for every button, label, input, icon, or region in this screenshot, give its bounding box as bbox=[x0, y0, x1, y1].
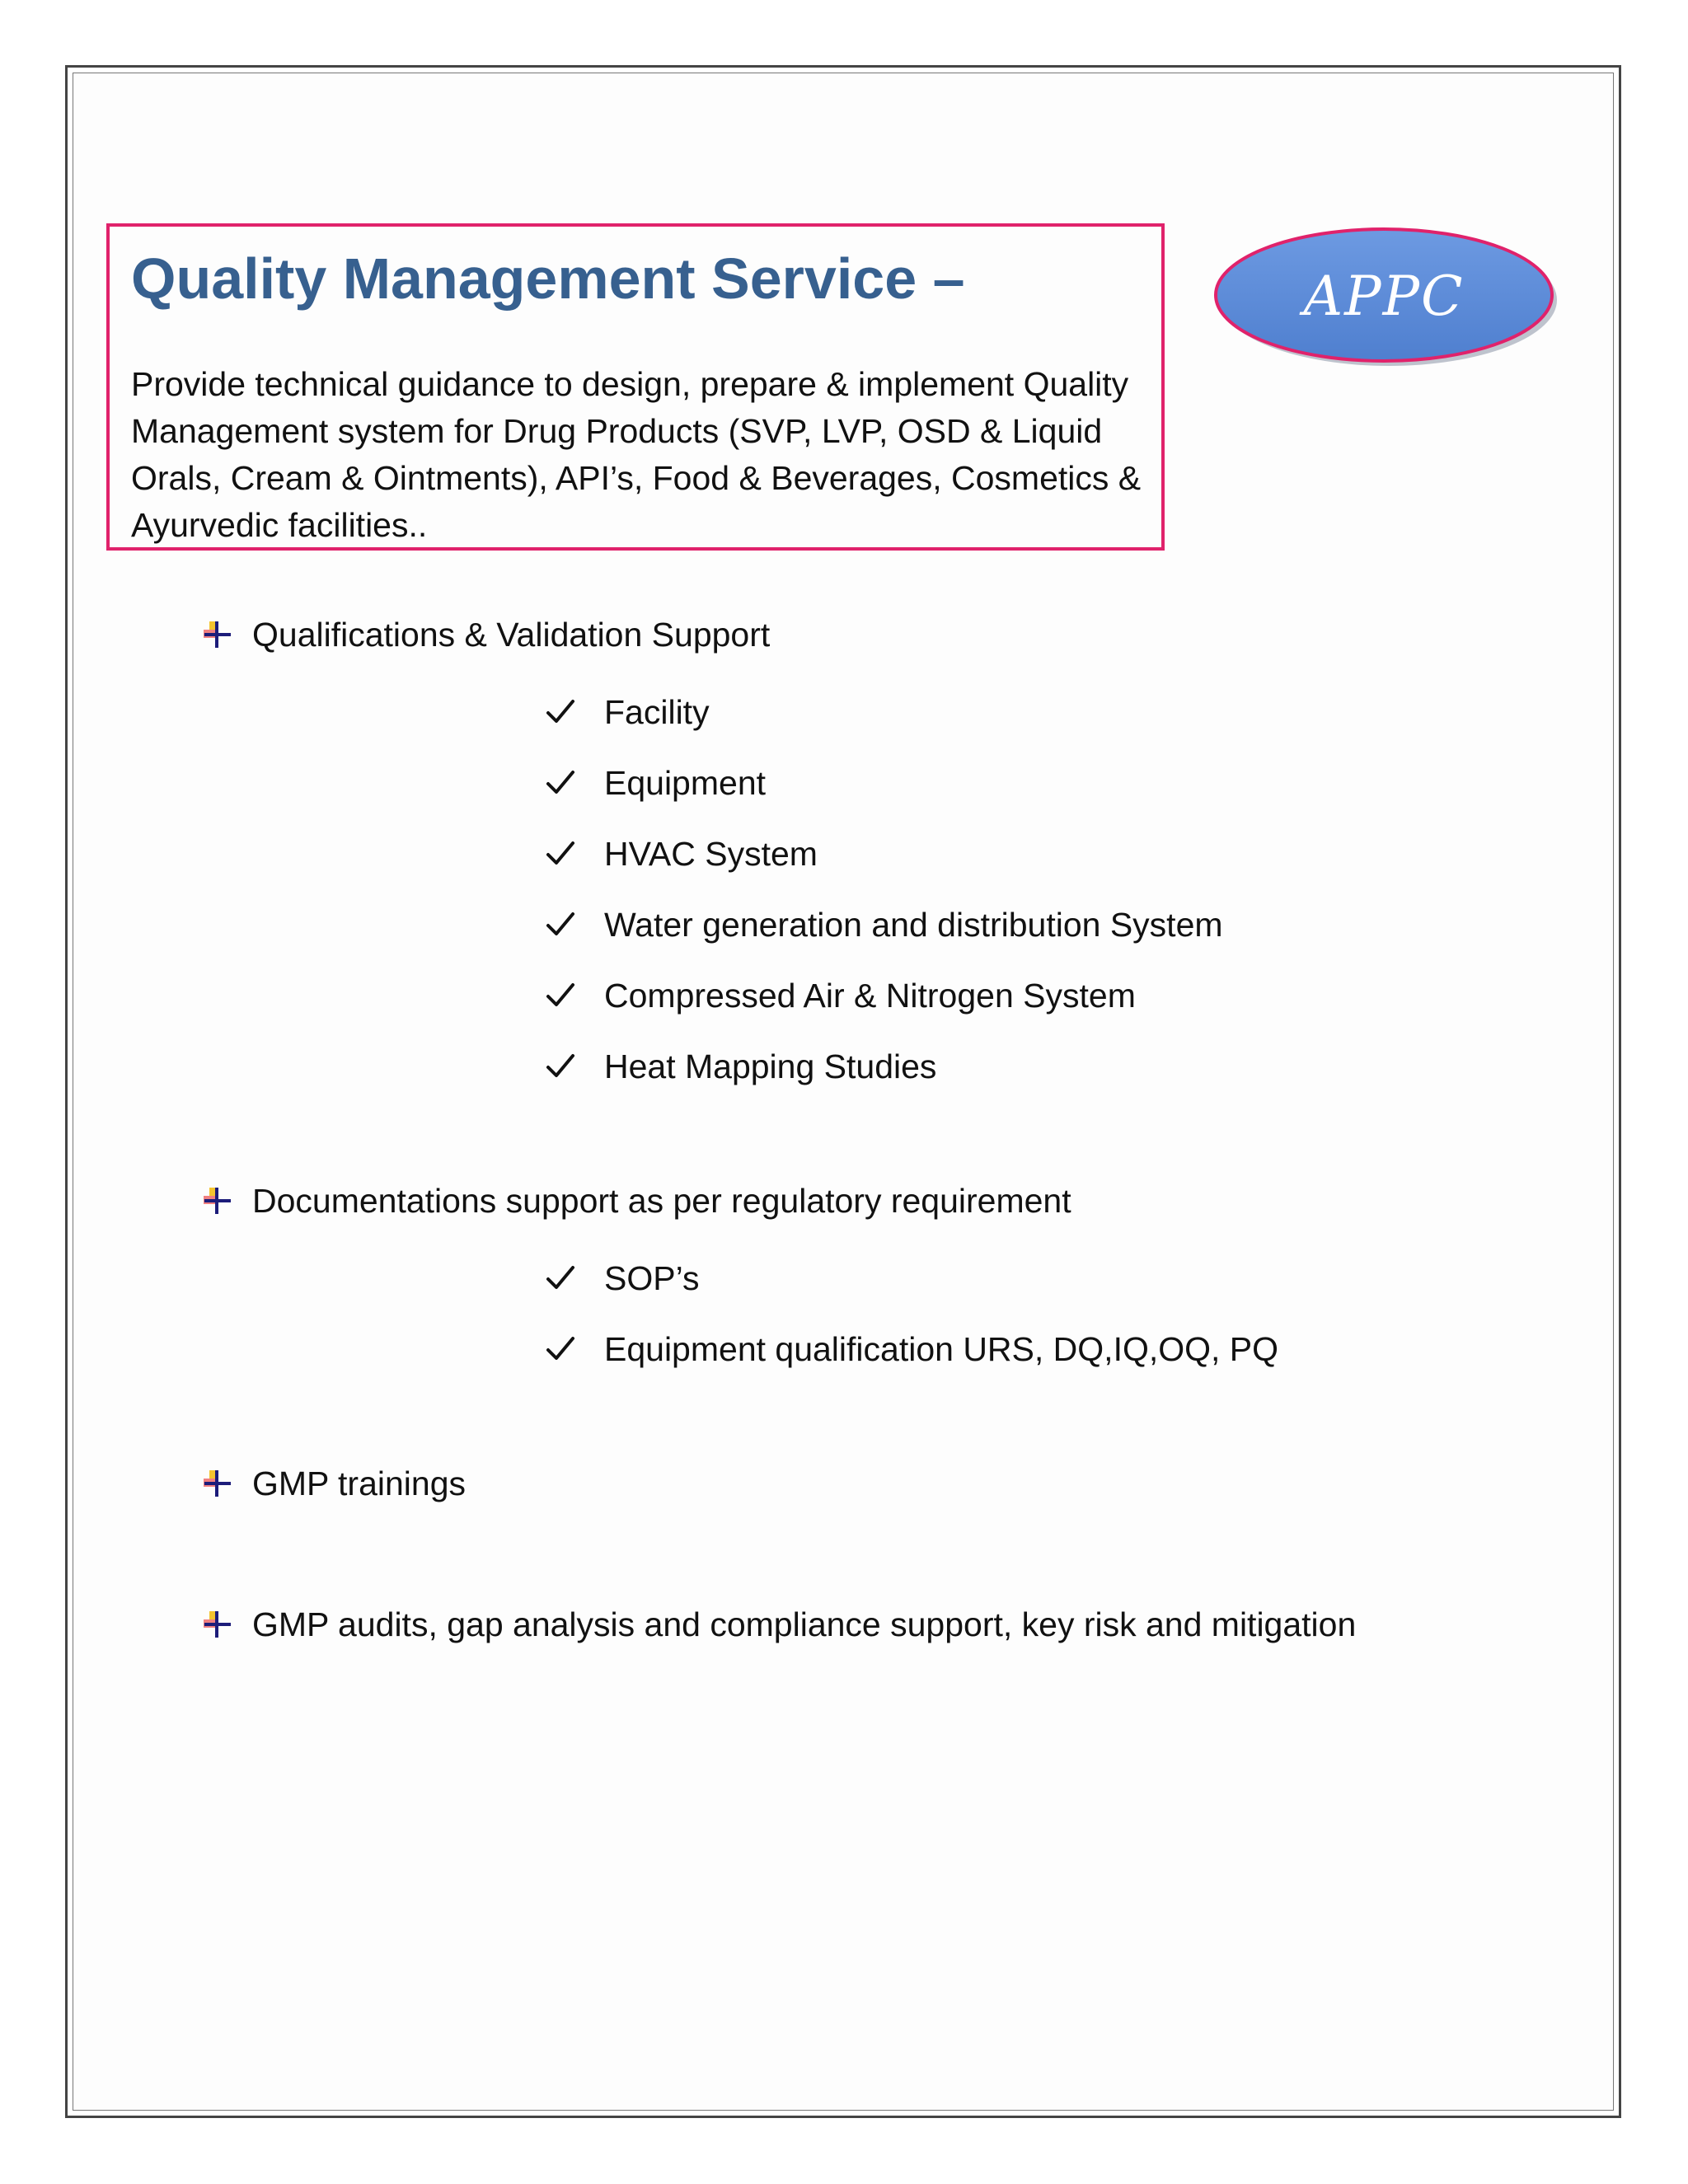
section-heading bbox=[201, 1600, 1356, 1649]
section-label: Documentations support as per regulatory requirement bbox=[252, 1182, 1071, 1220]
item-label: Heat Mapping Studies bbox=[604, 1047, 937, 1085]
plus-bullet-icon bbox=[201, 618, 234, 651]
section-gmp-audits bbox=[201, 1600, 1356, 1649]
section-label: GMP audits, gap analysis and compliance support, key risk and mitigation bbox=[252, 1605, 1357, 1643]
checkmark-icon bbox=[545, 696, 576, 728]
section-heading bbox=[201, 1459, 466, 1508]
list-item bbox=[545, 1314, 1278, 1385]
section-label: Qualifications & Validation Support bbox=[252, 616, 771, 654]
checkmark-icon bbox=[545, 1051, 576, 1082]
section-heading bbox=[201, 1176, 1071, 1226]
plus-bullet-icon bbox=[201, 1184, 234, 1217]
appc-logo bbox=[1211, 224, 1560, 363]
checkmark-icon bbox=[545, 838, 576, 869]
list-item bbox=[545, 818, 1223, 889]
item-label: HVAC System bbox=[604, 835, 818, 873]
item-label: SOP’s bbox=[604, 1259, 700, 1297]
checkmark-icon bbox=[545, 767, 576, 799]
page-title: Quality Management Service – bbox=[131, 246, 965, 311]
item-label: Facility bbox=[604, 693, 710, 731]
list-item bbox=[545, 1031, 1223, 1102]
checkmark-icon bbox=[545, 909, 576, 940]
item-label: Water generation and distribution System bbox=[604, 906, 1223, 944]
checkmark-icon bbox=[545, 980, 576, 1011]
checkmark-icon bbox=[545, 1263, 576, 1294]
logo-text: APPC bbox=[1303, 265, 1465, 328]
list-item bbox=[545, 677, 1223, 748]
section-label: GMP trainings bbox=[252, 1465, 467, 1502]
item-label: Equipment qualification URS, DQ,IQ,OQ, PQ bbox=[604, 1330, 1279, 1368]
list-item bbox=[545, 889, 1223, 960]
qualification-items bbox=[545, 677, 1223, 1102]
section-qualifications bbox=[201, 610, 770, 659]
service-description: Provide technical guidance to design, prepare & implement Quality Management system for Drug Products (SVP, LVP, OSD & Liquid Orals, Cream & Ointments), API’s, Food & Beverages, Cosmetics & Ayurvedic facilities.. bbox=[131, 365, 1142, 544]
item-label: Equipment bbox=[604, 764, 767, 802]
list-item bbox=[545, 960, 1223, 1031]
section-gmp-trainings bbox=[201, 1459, 466, 1508]
section-documentation bbox=[201, 1176, 1071, 1226]
plus-bullet-icon bbox=[201, 1608, 234, 1641]
documentation-items bbox=[545, 1243, 1278, 1385]
checkmark-icon bbox=[545, 1333, 576, 1365]
section-heading bbox=[201, 610, 770, 659]
title-box bbox=[106, 223, 1165, 551]
list-item bbox=[545, 1243, 1278, 1314]
list-item bbox=[545, 748, 1223, 818]
item-label: Compressed Air & Nitrogen System bbox=[604, 977, 1136, 1015]
plus-bullet-icon bbox=[201, 1467, 234, 1500]
